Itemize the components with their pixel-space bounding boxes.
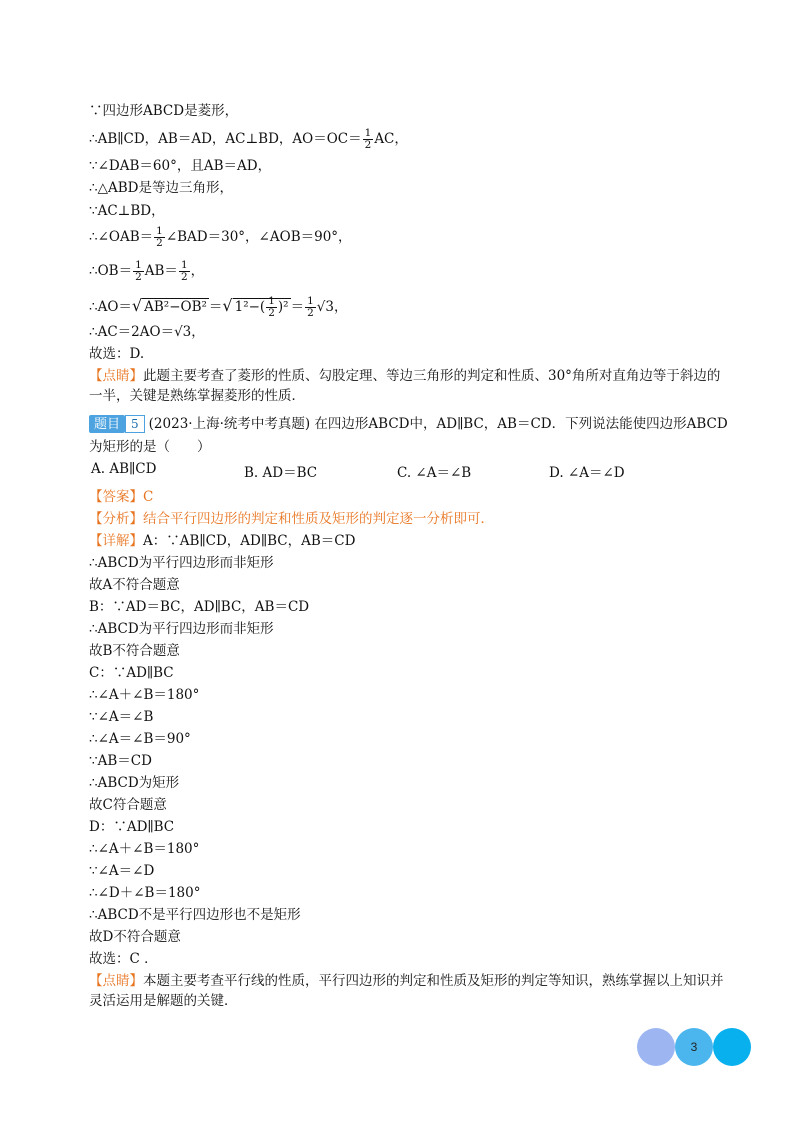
fraction: $\frac{1}{2}$: [135, 259, 142, 283]
analysis-line: 【分析】结合平行四边形的判定和性质及矩形的判定逐一分析即可．: [89, 511, 494, 527]
solution-line: ∴OB＝ $\frac{1}{2}$ AB＝ $\frac{1}{2}$ ，: [89, 259, 205, 283]
comment-label: 【点睛】: [89, 368, 143, 384]
detail-line: ∴∠A＝∠B＝90°: [89, 731, 191, 747]
solution-line: ∵AC⊥BD，: [89, 203, 165, 219]
option-b: B. AD＝BC: [244, 465, 318, 481]
question-stem: 题目 5 (2023·上海·统考中考真题) 在四边形ABCD中，AD∥BC，AB＝CD．下列说法能使四边形ABCD: [89, 414, 729, 434]
page-number: 3: [675, 1028, 713, 1066]
option-d: D. ∠A＝∠D: [549, 465, 625, 481]
detail-line: ∴ABCD不是平行四边形也不是矩形: [89, 907, 301, 923]
fraction: $\frac{1}{2}$: [268, 295, 275, 319]
detail-line: 故选：C ．: [89, 951, 158, 967]
decor-circle: [713, 1028, 751, 1066]
detail-line: 故B不符合题意: [89, 643, 180, 659]
solution-line: ∴AC＝2AO＝√3，: [89, 324, 205, 340]
question-number: 5: [125, 415, 145, 433]
solution-line: ∴AO＝√ AB²−OB² ＝√ 1²−( $\frac{1}{2}$ )² ＝ $\frac{1}{2}$ √3，: [89, 295, 348, 319]
fraction: $\frac{1}{2}$: [156, 225, 163, 249]
sqrt-expression: 1²−( $\frac{1}{2}$ )²: [234, 295, 289, 319]
question-stem-cont: 为矩形的是（ ）: [89, 439, 211, 455]
detail-line: ∴∠A＋∠B＝180°: [89, 841, 200, 857]
detail-line: ∵AB＝CD: [89, 753, 152, 769]
comment-block: 【点睛】此题主要考查了菱形的性质、勾股定理、等边三角形的判定和性质、30°角所对直角边等于斜边的一半，关键是熟练掌握菱形的性质．: [89, 368, 721, 404]
fraction: $\frac{1}{2}$: [180, 259, 188, 283]
solution-line: ∴AB∥CD，AB＝AD，AC⊥BD，AO＝OC＝ $\frac{1}{2}$ AC，: [89, 127, 408, 151]
answer-line: 【答案】C: [89, 489, 154, 505]
detail-line: ∵∠A＝∠D: [89, 863, 155, 879]
question-tag: 题目: [89, 415, 125, 433]
detail-first-line: 【详解】A：∵AB∥CD，AD∥BC，AB＝CD: [89, 533, 356, 549]
detail-line: C：∵AD∥BC: [89, 665, 174, 681]
comment-block: 【点睛】本题主要考查平行线的性质，平行四边形的判定和性质及矩形的判定等知识，熟练掌握以上知识并灵活运用是解题的关键．: [89, 973, 724, 1009]
page-footer: [637, 1028, 752, 1068]
decor-circle: [637, 1028, 675, 1066]
comment-label: 【点睛】: [89, 973, 143, 989]
sqrt-expression: AB²−OB²: [144, 299, 207, 315]
solution-line: ∵∠DAB＝60°，且AB＝AD，: [89, 158, 272, 174]
detail-line: D：∵AD∥BC: [89, 819, 175, 835]
fraction: $\frac{1}{2}$: [307, 295, 314, 319]
detail-line: ∴ABCD为平行四边形而非矩形: [89, 621, 274, 637]
detail-line: 故C符合题意: [89, 797, 167, 813]
detail-line: ∴ABCD为矩形: [89, 775, 180, 791]
option-a: A. AB∥CD: [91, 461, 157, 477]
detail-line: 故D不符合题意: [89, 929, 181, 945]
detail-line: B：∵AD＝BC，AD∥BC，AB＝CD: [89, 599, 310, 615]
solution-line: 故选：D.: [89, 346, 145, 362]
solution-line: ∴∠OAB＝ $\frac{1}{2}$ ∠BAD＝30°，∠AOB＝90°，: [89, 225, 352, 249]
detail-line: 故A不符合题意: [89, 577, 180, 593]
detail-line: ∴∠D＋∠B＝180°: [89, 885, 201, 901]
detail-line: ∵∠A＝∠B: [89, 709, 154, 725]
detail-line: ∴ABCD为平行四边形而非矩形: [89, 555, 274, 571]
solution-line: ∴△ABD是等边三角形，: [89, 180, 233, 196]
fraction: $\frac{1}{2}$: [364, 127, 372, 151]
detail-line: ∴∠A＋∠B＝180°: [89, 687, 200, 703]
option-c: C. ∠A＝∠B: [397, 465, 472, 481]
solution-line: ∵四边形ABCD是菱形，: [89, 103, 239, 119]
